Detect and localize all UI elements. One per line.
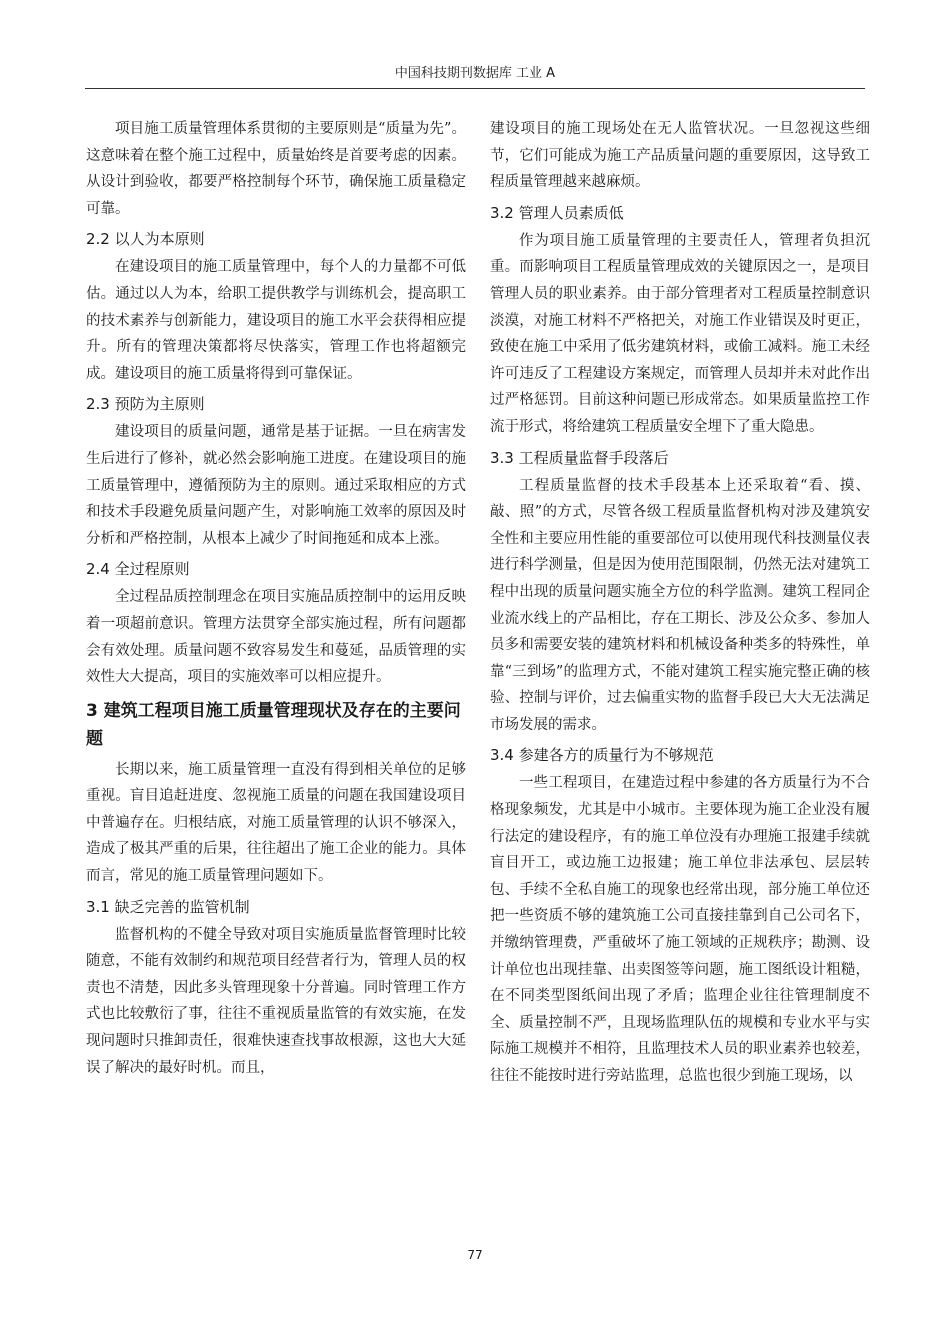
- paragraph-3-3: 工程质量监督的技术手段基本上还采取着“看、摸、敲、照”的方式，尽管各级工程质量监督机构对涉及建筑安全性和主要应用性能的重要部位可以使用现代科技测量仪表进行科学测量，但是因为使用范围限制，仍然无法对建筑工程中出现的质量问题实施全方位的科学监测。建筑工程同企业流水线上的产品相比，存在工期长、涉及公众多、参加人员多和需要安装的建筑材料和机械设备种类多的特殊性，单靠“三到场”的监理方式，不能对建筑工程实施完整正确的核验、控制与评价，过去偏重实物的监督手段已大大无法满足市场发展的需求。: [490, 477, 870, 733]
- paragraph-3-4: 一些工程项目，在建造过程中参建的各方质量行为不合格现象频发，尤其是中小城市。主要体现为施工企业没有履行法定的建设程序，有的施工单位没有办理施工报建手续就盲目开工，或边施工边报建；施工单位非法承包、层层转包、手续不全私自施工的现象也经常出现，部分施工单位还把一些资质不够的建筑施工公司直接挂靠到自己公司名下，并缴纳管理费，严重破坏了施工领域的正规秩序；勘测、设计单位也出现挂靠、出卖图签等问题，施工图纸设计粗糙，在不同类型图纸间出现了矛盾；监理企业往往管理制度不全、质量控制不严，且现场监理队伍的规模和专业水平与实际施工规模并不相符，且监理技术人员的职业素养也较差，往往不能按时进行旁站监理，总监也很少到施工现场，以: [490, 775, 870, 1084]
- paragraph-3-1: 监督机构的不健全导致对项目实施质量监督管理时比较随意，不能有效制约和规范项目经营者行为，管理人员的权责也不清楚，因此多头管理现象十分普遍。同时管理工作方式也比较敷衍了事，往往不重视质量监管的有效实施，在发现问题时只推卸责任，很难快速查找事故根源，这也大大延误了解决的最好时机。而且，: [86, 926, 466, 1076]
- header-rule: [85, 88, 865, 89]
- running-header: 中国科技期刊数据库 工业 A: [394, 66, 556, 81]
- paragraph-3-2: 作为项目施工质量管理的主要责任人，管理者负担沉重。而影响项目工程质量管理成效的关键原因之一，是项目管理人员的职业素养。由于部分管理者对工程质量控制意识淡漠，对施工材料不严格把关，对施工作业错误及时更正，致使在施工中采用了低劣建筑材料，或偷工减料。施工未经许可违反了工程建设方案规定，而管理人员却并未对此作出过严格惩罚。目前这种问题已形成常态。如果质量监控工作流于形式，将给建筑工程质量安全埋下了重大隐患。: [490, 232, 870, 435]
- paragraph-2-2: 在建设项目的施工质量管理中，每个人的力量都不可低估。通过以人为本，给职工提供教学与训练机会，提高职工的技术素养与创新能力，建设项目的施工水平会获得相应提升。所有的管理决策都将尽快落实，管理工作也将超额完成。建设项目的施工质量将得到可靠保证。: [86, 259, 466, 382]
- heading-3-4: 3.4 参建各方的质量行为不够规范: [490, 746, 714, 765]
- page-number: 77: [467, 1248, 483, 1262]
- heading-3: 3 建筑工程项目施工质量管理现状及存在的主要问题: [86, 700, 461, 749]
- heading-3-3: 3.3 工程质量监督手段落后: [490, 448, 669, 467]
- paragraph-principle-quality-first: 项目施工质量管理体系贯彻的主要原则是“质量为先”。这意味着在整个施工过程中，质量始终是首要考虑的因素。从设计到验收，都要严格控制每个环节，确保施工质量稳定可靠。: [86, 121, 466, 217]
- heading-2-2: 2.2 以人为本原则: [86, 230, 205, 249]
- paragraph-3-1-continued: 建设项目的施工现场处在无人监管状况。一旦忽视这些细节，它们可能成为施工产品质量问题的重要原因，这导致工程质量管理越来越麻烦。: [490, 121, 870, 191]
- left-column: [86, 116, 466, 1081]
- heading-2-3: 2.3 预防为主原则: [86, 395, 205, 414]
- paragraph-2-3: 建设项目的质量问题，通常是基于证据。一旦在病害发生后进行了修补，就必然会影响施工进度。在建设项目的施工质量管理中，遵循预防为主的原则。通过采取相应的方式和技术手段避免质量问题产生，对影响施工效率的原因及时分析和严格控制，从根本上减少了时间拖延和成本上涨。: [86, 424, 466, 547]
- heading-3-1: 3.1 缺乏完善的监管机制: [86, 897, 250, 916]
- heading-3-2: 3.2 管理人员素质低: [490, 203, 624, 222]
- paragraph-2-4: 全过程品质控制理念在项目实施品质控制中的运用反映着一项超前意识。管理方法贯穿全部实施过程，所有问题都会有效处理。质量问题不致容易发生和蔓延，品质管理的实效性大大提高，项目的实施效率可以相应提升。: [86, 589, 466, 686]
- heading-2-4: 2.4 全过程原则: [86, 560, 190, 579]
- right-column: [490, 116, 870, 1090]
- paragraph-3: 长期以来，施工质量管理一直没有得到相关单位的足够重视。盲目追赶进度、忽视施工质量的问题在我国建设项目中普遍存在。归根结底，对施工质量管理的认识不够深入，造成了极其严重的后果，往往超出了施工企业的能力。具体而言，常见的施工质量管理问题如下。: [86, 761, 466, 885]
